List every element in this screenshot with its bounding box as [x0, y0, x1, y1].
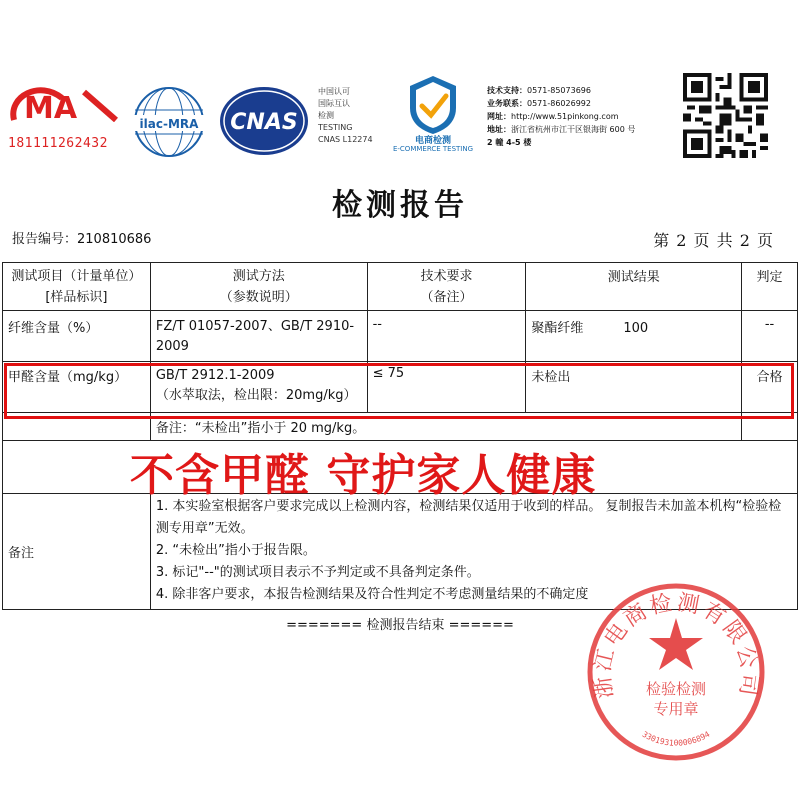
cnas-text: CNAS	[230, 110, 298, 135]
report-end: ======= 检测报告结束 ======	[286, 618, 514, 633]
header-requirement: 技术要求 （备注）	[367, 263, 526, 311]
cma-number: 181111262432	[8, 136, 108, 151]
table-header-row	[3, 263, 798, 311]
table-note: 备注：“未检出”指小于 20 mg/kg。	[150, 413, 741, 441]
highlight-box	[4, 363, 794, 419]
header-result: 测试结果	[526, 263, 742, 311]
remarks-label: 备注	[3, 494, 151, 610]
page-info: 第 2 页 共 2 页	[653, 231, 774, 250]
report-number: 报告编号：210810686	[12, 232, 152, 247]
row-method: FZ/T 01057-2007、GB/T 2910-2009	[150, 311, 367, 362]
ilac-mra-logo	[133, 86, 205, 158]
contact-info: 技术支持：0571-85073696 业务联系：0571-86026992 网址：http://www.51pinkong.com 地址：浙江省杭州市江干区银海街 600 号 2 幢 4-5 楼	[487, 86, 636, 147]
header-judgement: 判定	[742, 263, 798, 311]
row-item: 甲醛含量（mg/kg）	[3, 362, 151, 413]
stamp-ring-text: 浙江电商检测有限公司	[590, 590, 762, 701]
ecommerce-title: 电商检测	[414, 136, 451, 146]
stamp-number: 330193100006894	[640, 729, 712, 748]
remark-item: 3. 标记"--"的测试项目表示不予判定或不具备判定条件。	[155, 565, 480, 580]
svg-text:MA: MA	[24, 91, 78, 122]
remark-item: 2. “未检出”指小于报告限。	[155, 543, 316, 558]
row-item: 纤维含量（%）	[3, 311, 151, 362]
row-requirement: ≤ 75	[367, 362, 526, 413]
star-icon	[649, 618, 703, 670]
results-table	[2, 262, 798, 610]
header-method: 测试方法 （参数说明）	[150, 263, 367, 311]
row-result: 未检出	[526, 362, 742, 413]
page-title: 检测报告	[332, 188, 468, 223]
header-item: 测试项目（计量单位） [样品标识]	[3, 263, 151, 311]
row-requirement: --	[367, 311, 526, 362]
cnas-logo	[219, 86, 309, 156]
row-judgement: --	[742, 311, 798, 362]
row-method: GB/T 2912.1-2009 （水萃取法，检出限：20mg/kg）	[150, 362, 367, 413]
remark-item: 1. 本实验室根据客户要求完成以上检测内容，检测结果仅适用于收到的样品。 复制报告未加盖本机构“检验检测专用章”无效。	[155, 499, 782, 536]
table-row	[3, 311, 798, 362]
stamp-center-line1: 检验检测	[645, 680, 707, 698]
slogan: 不含甲醛 守护家人健康	[130, 450, 597, 501]
cma-logo	[10, 86, 120, 122]
cnas-info: 中国认可 国际互认 检测 TESTING CNAS L12274	[318, 87, 373, 144]
ecommerce-subtitle: E-COMMERCE TESTING	[392, 145, 474, 153]
stamp-center-line2: 专用章	[653, 700, 699, 718]
row-result: 聚酯纤维 100	[526, 311, 742, 362]
ilac-text: ilac-MRA	[139, 117, 199, 131]
official-stamp	[586, 582, 766, 762]
row-judgement: 合格	[742, 362, 798, 413]
qr-code-icon	[683, 73, 768, 158]
remark-item: 4. 除非客户要求，本报告检测结果及符合性判定不考虑测量结果的不确定度	[155, 587, 589, 602]
